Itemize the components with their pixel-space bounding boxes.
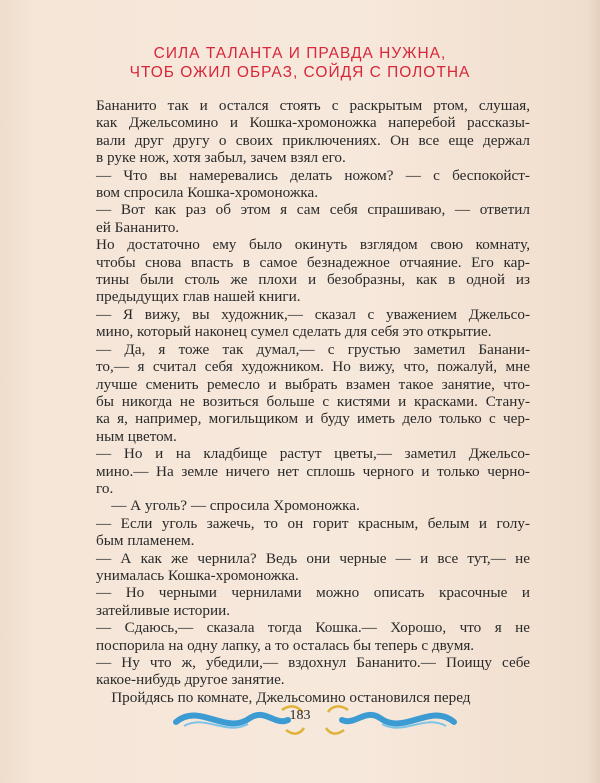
text-line: в руке нож, хотя забыл, зачем взял его. (96, 149, 346, 167)
text-line: — Я вижу, вы художник,— сказал с уважением Джельсо- (96, 305, 530, 323)
text-line: Бананито так и остался стоять с раскрытым ртом, слушая, (96, 97, 530, 114)
text-line: то,— я считал себя художником. Но вижу, что, пожалуй, мне (96, 358, 530, 376)
text-line: — Что вы намеревались делать ножом? — с беспокойст- (96, 166, 530, 184)
body-text (96, 97, 530, 706)
text-line: Пройдясь по комнате, Джельсомино остановился перед (96, 688, 471, 706)
page-edge-shadow (586, 0, 600, 783)
chapter-heading-line-1: СИЛА ТАЛАНТА И ПРАВДА НУЖНА, (153, 45, 447, 62)
text-line: поспорила на одну лапку, а то осталась бы теперь с двумя. (96, 636, 475, 654)
text-line: — Ну что ж, убедили,— вздохнул Бананито.— Поищу себе (96, 654, 530, 671)
text-line: бы никогда не возиться больше с кистями и красками. Стану- (96, 392, 530, 410)
text-line: Но достаточно ему было окинуть взглядом свою комнату, (96, 236, 530, 254)
text-line: — Вот как раз об этом я сам себя спрашиваю, — ответил (96, 201, 530, 219)
chapter-heading (60, 44, 540, 82)
text-line: — Да, я тоже так думал,— с грустью заметил Банани- (96, 340, 530, 358)
text-line: — Сдаюсь,— сказала тогда Кошка.— Хорошо, что я не (96, 619, 530, 637)
page-number: 183 (289, 708, 311, 723)
text-line: унималась Кошка-хромоножка. (96, 566, 299, 584)
text-line: чтобы снова впасть в самое безнадежное отчаяние. Его кар- (96, 253, 530, 271)
text-line: предыдущих глав нашей книги. (96, 288, 301, 306)
text-line: мино.— На земле ничего нет сплошь черного и только черно- (96, 462, 530, 480)
text-line: какое-нибудь другое занятие. (96, 671, 285, 689)
text-line: тины были столь же плохи и безобразны, как в одной из (96, 271, 530, 289)
chapter-heading-line-2: ЧТОБ ОЖИЛ ОБРАЗ, СОЙДЯ С ПОЛОТНА (129, 64, 471, 81)
text-line: — А как же чернила? Ведь они черные — и все тут,— не (96, 549, 530, 567)
text-line: затейливые истории. (96, 601, 231, 619)
text-line: вом спросила Кошка-хромоножка. (96, 184, 319, 202)
text-line: бым пламенем. (96, 532, 195, 550)
text-line: вали друг другу о своих приключениях. Он все еще держал (96, 131, 530, 149)
text-line: — Но черными чернилами можно описать красочные и (96, 584, 530, 602)
text-line: как Джельсомино и Кошка-хромоножка наперебой рассказы- (96, 114, 530, 132)
text-line: лучше сменить ремесло и выбрать взамен такое занятие, что- (96, 375, 530, 393)
text-line: — Но и на кладбище растут цветы,— заметил Джельсо- (96, 445, 530, 463)
text-line: го. (96, 479, 114, 497)
text-line: ным цветом. (96, 427, 177, 445)
text-line: — Если уголь зажечь, то он горит красным, белым и голу- (96, 514, 530, 532)
text-line: — А уголь? — спросила Хромоножка. (96, 497, 360, 515)
text-line: ей Бананито. (96, 218, 180, 236)
text-line: ка я, например, могильщиком и буду иметь дело только с чер- (96, 410, 530, 428)
text-line: мино, который наконец сумел сделать для себя это открытие. (96, 323, 492, 341)
